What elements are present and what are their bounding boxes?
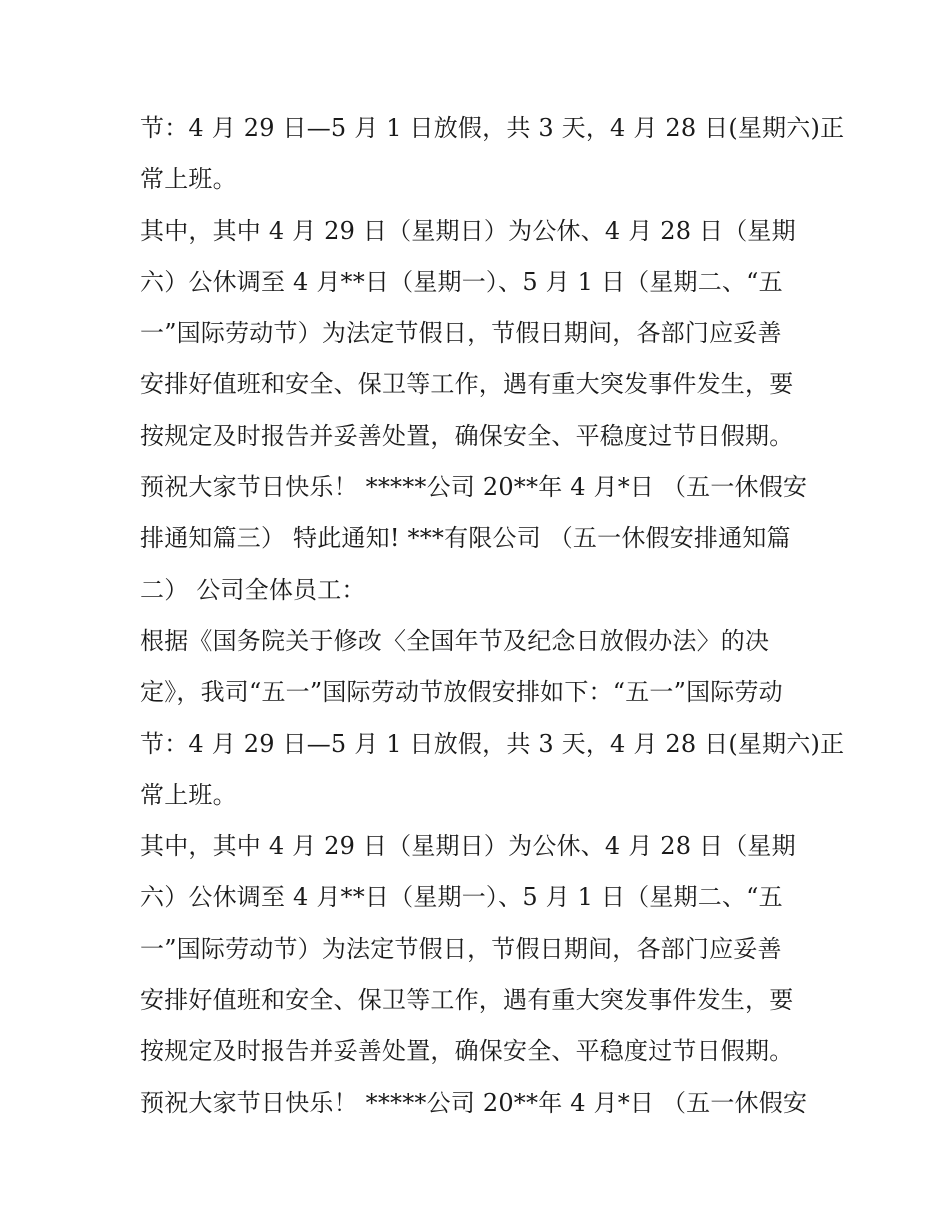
text-line: 二） 公司全体员工： [140, 575, 366, 604]
text-line: 安排好值班和安全、保卫等工作，遇有重大突发事件发生，要 [140, 370, 794, 399]
text-line: 预祝大家节日快乐！ *****公司 20**年 4 月*日 （五一休假安 [140, 473, 808, 502]
text-line: 按规定及时报告并妥善处置，确保安全、平稳度过节日假期。 [140, 421, 794, 450]
text-line: 六）公休调至 4 月**日（星期一）、5 月 1 日（星期二、“五 [140, 267, 783, 296]
text-line: 常上班。 [140, 780, 237, 809]
text-line: 排通知篇三） 特此通知! ***有限公司 （五一休假安排通知篇 [140, 524, 791, 553]
text-line: 其中，其中 4 月 29 日（星期日）为公休、4 月 28 日（星期 [140, 832, 796, 861]
document-body [140, 103, 845, 1129]
text-line: 一”国际劳动节）为法定节假日，节假日期间，各部门应妥善 [140, 934, 782, 963]
text-line: 节：4 月 29 日—5 月 1 日放假，共 3 天，4 月 28 日(星期六)正 [140, 729, 845, 758]
text-line: 安排好值班和安全、保卫等工作，遇有重大突发事件发生，要 [140, 986, 794, 1015]
text-line: 常上班。 [140, 165, 237, 194]
text-line: 预祝大家节日快乐！ *****公司 20**年 4 月*日 （五一休假安 [140, 1088, 808, 1117]
text-line: 其中，其中 4 月 29 日（星期日）为公休、4 月 28 日（星期 [140, 216, 796, 245]
text-line: 一”国际劳动节）为法定节假日，节假日期间，各部门应妥善 [140, 319, 782, 348]
text-line: 按规定及时报告并妥善处置，确保安全、平稳度过节日假期。 [140, 1037, 794, 1066]
text-line: 定》，我司“五一”国际劳动节放假安排如下：“五一”国际劳动 [140, 678, 783, 707]
text-line: 六）公休调至 4 月**日（星期一）、5 月 1 日（星期二、“五 [140, 883, 783, 912]
text-line: 节：4 月 29 日—5 月 1 日放假，共 3 天，4 月 28 日(星期六)正 [140, 114, 845, 142]
text-line: 根据《国务院关于修改〈全国年节及纪念日放假办法〉的决 [140, 626, 770, 655]
